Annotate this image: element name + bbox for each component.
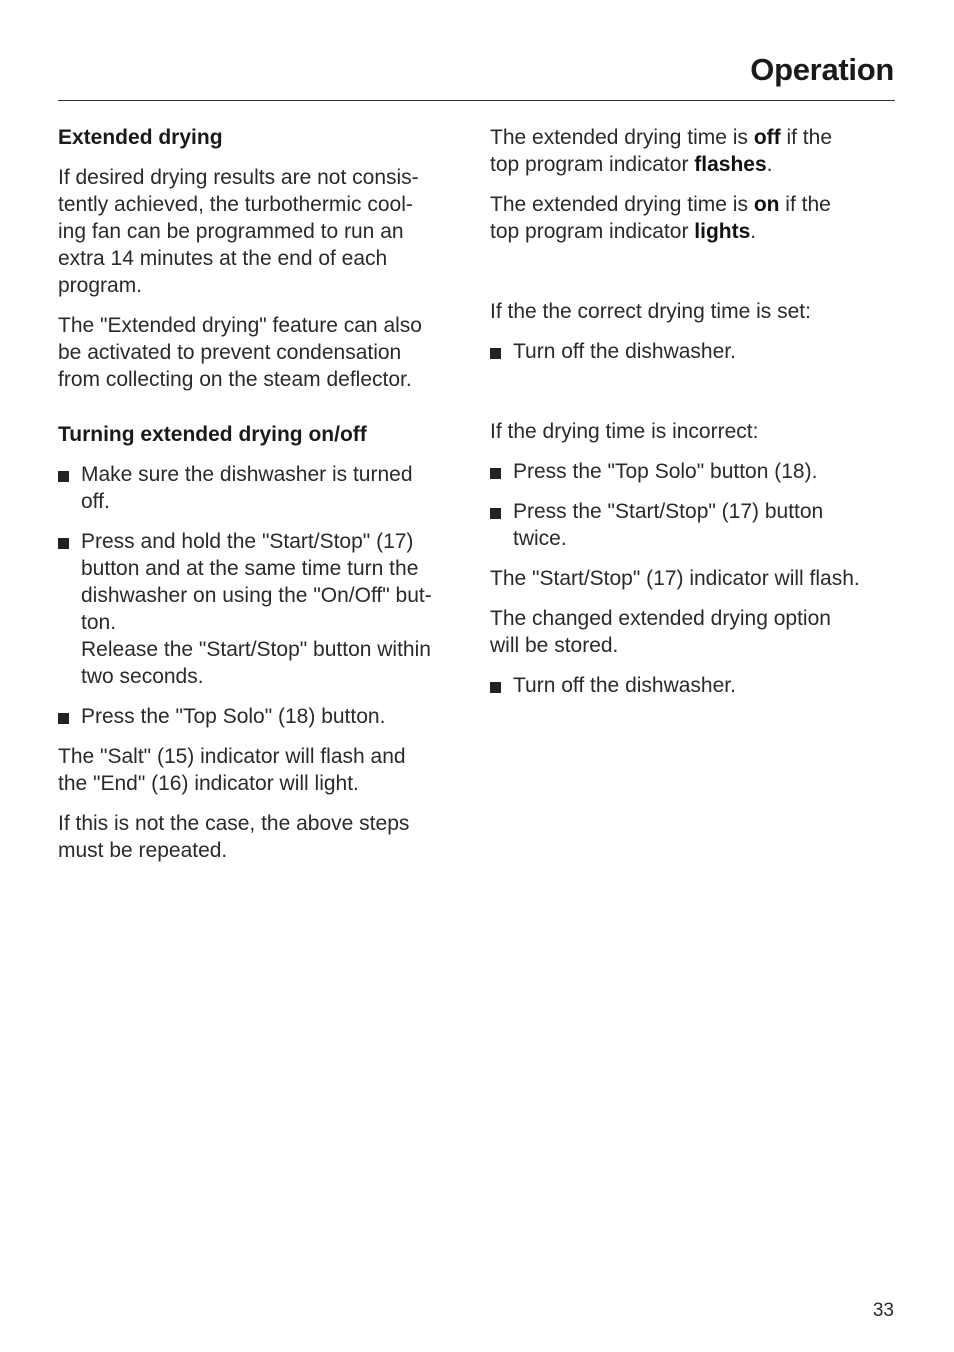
header-divider [58,100,895,101]
list-item [490,498,900,552]
bold-text: on [753,193,780,216]
paragraph: If the drying time is incorrect: [490,420,759,443]
page-title: Operation [750,52,894,87]
section-heading-extended-drying: Extended drying [58,126,223,149]
text-run: if the top program indicator [490,126,833,176]
list-item-text: Press the "Start/Stop" (17) button twice. [513,500,824,550]
bold-text: off [753,126,781,149]
list-item [490,672,900,699]
list-item-text: Press and hold the "Start/Stop" (17) button and at the same time turn the dishwasher on using the "On/Off" but- ton. Release the "Start/Stop" button within two seconds. [81,530,432,688]
bullet-square-icon [58,471,69,482]
page-number: 33 [872,1300,894,1321]
bullet-square-icon [490,348,501,359]
paragraph: The "Salt" (15) indicator will flash and the "End" (16) indicator will light. [58,745,406,795]
left-column [58,124,468,877]
paragraph: If desired drying results are not consis- tently achieved, the turbothermic cool- ing fan can be programmed to run an extra 14 minutes at the end of each program. [58,166,419,297]
list-item-text: Make sure the dishwasher is turned off. [81,463,413,513]
paragraph: If the the correct drying time is set: [490,300,811,323]
paragraph: The "Extended drying" feature can also be activated to prevent condensation from collecting on the steam deflector. [58,314,422,391]
list-item-text: Turn off the dishwasher. [513,674,736,697]
paragraph-drying-off [490,124,900,178]
text-run: The extended drying time is [490,126,754,149]
section-heading-turning-on-off: Turning extended drying on/off [58,423,367,446]
list-item-text: Press the "Top Solo" (18) button. [81,705,386,728]
text-run: . [766,153,773,176]
right-column [490,124,900,712]
list-item-text: Turn off the dishwasher. [513,340,736,363]
list-item [58,461,468,515]
bullet-square-icon [58,538,69,549]
list-item [490,458,900,485]
bullet-square-icon [490,508,501,519]
bold-text: lights [694,220,751,243]
list-item-text: Press the "Top Solo" button (18). [513,460,818,483]
bullet-square-icon [490,468,501,479]
text-run: if the top program indicator [490,193,831,243]
paragraph: If this is not the case, the above steps must be repeated. [58,812,410,862]
list-item [490,338,900,365]
bold-text: flashes [694,153,767,176]
list-item [58,703,468,730]
bullet-square-icon [58,713,69,724]
paragraph-drying-on [490,191,900,245]
bullet-square-icon [490,682,501,693]
list-item [58,528,468,690]
paragraph: The changed extended drying option will be stored. [490,607,831,657]
text-run: . [750,220,757,243]
paragraph: The "Start/Stop" (17) indicator will flash. [490,567,860,590]
text-run: The extended drying time is [490,193,754,216]
